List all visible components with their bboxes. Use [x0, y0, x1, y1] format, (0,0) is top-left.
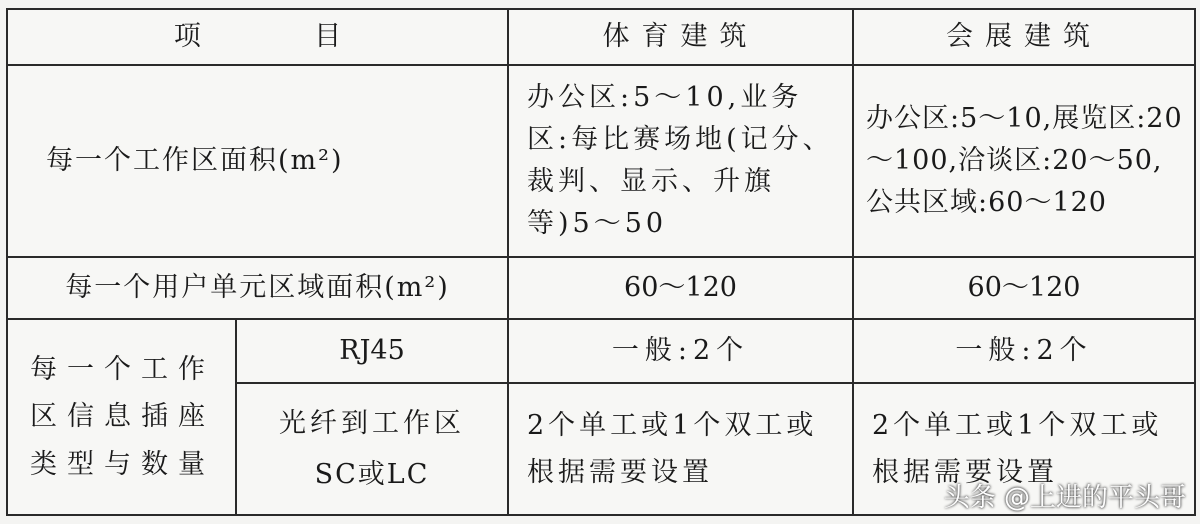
user-unit-sports: 60～120 [508, 257, 853, 319]
work-area-exhibition: 办公区:5～10,展览区:20～100,洽谈区:20～50,公共区域:60～120 [853, 65, 1195, 257]
fiber-sports: 2个单工或1个双工或根据需要设置 [508, 383, 853, 515]
spec-table [6, 8, 1196, 516]
user-unit-label: 每一个用户单元区域面积(m²) [7, 257, 508, 319]
work-area-sports: 办公区:5～10,业务区:每比赛场地(记分、裁判、显示、升旗等)5～50 [508, 65, 853, 257]
header-exhibition: 会展建筑 [853, 9, 1195, 65]
user-unit-exhibition: 60～120 [853, 257, 1195, 319]
header-item-part1: 项 [173, 21, 201, 53]
table-row [7, 257, 1195, 319]
rj45-sports: 一般:2个 [508, 319, 853, 383]
table-row [7, 65, 1195, 257]
table-row [7, 319, 1195, 383]
outlets-group-label: 每一个工作区信息插座类型与数量 [7, 319, 236, 515]
fiber-label [236, 383, 508, 515]
rj45-label: RJ45 [236, 319, 508, 383]
work-area-label: 每一个工作区面积(m²) [7, 65, 508, 257]
header-row [7, 9, 1195, 65]
fiber-label-line1: 光纤到工作区 [279, 407, 465, 439]
fiber-label-line2: SC或LC [314, 459, 430, 490]
header-item [7, 9, 508, 65]
watermark: 头条 @上进的平头哥 [943, 483, 1186, 513]
rj45-exhibition: 一般:2个 [853, 319, 1195, 383]
fiber-exhibition: 2个单工或1个双工或根据需要设置 [853, 383, 1195, 515]
header-item-part2: 目 [314, 21, 342, 53]
header-sports: 体育建筑 [508, 9, 853, 65]
